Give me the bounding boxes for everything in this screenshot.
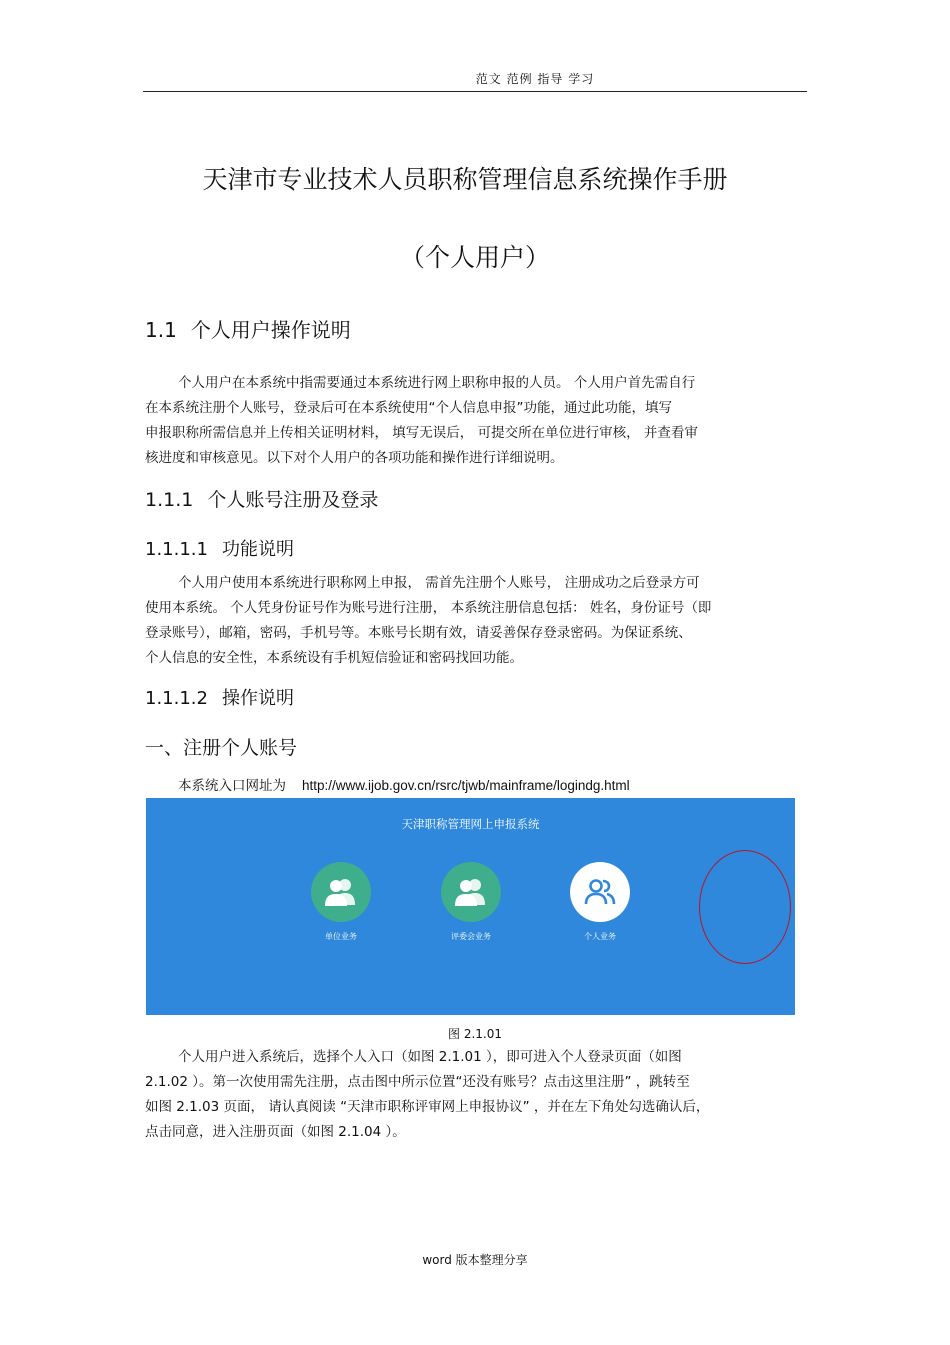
paragraph-line: 在本系统注册个人账号，登录后可在本系统使用“个人信息申报”功能，通过此功能，填写 (145, 400, 672, 416)
paragraph-line: 个人信息的安全性，本系统设有手机短信验证和密码找回功能。 (145, 650, 523, 666)
committee-business-label: 评委会业务 (451, 932, 491, 941)
committee-business-button[interactable] (441, 862, 501, 922)
section-title: 操作说明 (221, 688, 294, 709)
section-title: 个人账号注册及登录 (207, 489, 379, 511)
paragraph-line: 2.1.02 ）。第一次使用需先注册，点击图中所示位置“还没有账号？点击这里注册” ，跳转至 (145, 1074, 690, 1090)
paragraph-line: 登录账号），邮箱，密码，手机号等。本账号长期有效，请妥善保存登录密码。为保证系统、 (145, 625, 692, 641)
paragraph-line: 核进度和审核意见。以下对个人用户的各项功能和操作进行详细说明。 (145, 450, 564, 466)
section-1-1-1-heading (145, 485, 378, 512)
paragraph-line: 个人用户使用本系统进行职称网上申报， 需首先注册个人账号， 注册成功之后登录方可 (178, 575, 700, 591)
page-header: 范文 范例 指导 学习 (475, 72, 595, 86)
unit-business-button[interactable] (311, 862, 371, 922)
users-outline-icon (582, 874, 618, 910)
section-1-1-heading (145, 314, 351, 343)
page-footer: word 版本整理分享 (422, 1253, 528, 1267)
entry-url-line (178, 774, 630, 794)
personal-business-button[interactable] (570, 862, 630, 922)
unit-business-label: 单位业务 (325, 932, 357, 941)
section-title: 个人用户操作说明 (190, 318, 351, 342)
section-number: 1.1.1.2 (145, 688, 208, 709)
paragraph-line: 个人用户在本系统中指需要通过本系统进行网上职称申报的人员。 个人用户首先需自行 (178, 375, 696, 391)
body-paragraph (145, 1045, 805, 1145)
register-heading: 一、注册个人账号 (145, 737, 298, 759)
entry-label: 本系统入口网址为 (178, 778, 286, 794)
paragraph-line: 如图 2.1.03 页面， 请认真阅读 “天津市职称评审网上申报协议” ，并在左下角处勾选确认后， (145, 1099, 710, 1115)
screenshot-title: 天津职称管理网上申报系统 (401, 817, 540, 831)
section-number: 1.1.1.1 (145, 539, 208, 560)
document-title: 天津市专业技术人员职称管理信息系统操作手册 (202, 165, 728, 194)
paragraph-line: 个人用户进入系统后，选择个人入口（如图 2.1.01 ），即可进入个人登录页面（如图 (178, 1049, 682, 1065)
paragraph-line: 点击同意，进入注册页面（如图 2.1.04 ）。 (145, 1124, 406, 1140)
section-title: 功能说明 (221, 539, 294, 560)
intro-paragraph (145, 371, 805, 471)
paragraph-line: 申报职称所需信息并上传相关证明材料， 填写无误后， 可提交所在单位进行审核， 并查看审 (145, 425, 698, 441)
section-number: 1.1.1 (145, 489, 194, 511)
section-1-1-1-2-heading (145, 684, 294, 710)
users-icon (453, 874, 489, 910)
highlight-ring (699, 850, 791, 964)
section-number: 1.1 (145, 318, 177, 342)
entry-url-link[interactable]: http://www.ijob.gov.cn/rsrc/tjwb/mainframe/logindg.html (302, 778, 630, 793)
section-1-1-1-1-heading (145, 535, 294, 561)
paragraph-line: 使用本系统。 个人凭身份证号作为账号进行注册， 本系统注册信息包括： 姓名，身份证号（即 (145, 600, 712, 616)
login-screenshot (146, 798, 795, 1015)
personal-business-label: 个人业务 (584, 932, 616, 941)
figure-caption: 图 2.1.01 (448, 1027, 502, 1041)
header-rule (143, 91, 807, 92)
users-icon (323, 874, 359, 910)
function-paragraph (145, 571, 805, 671)
document-subtitle: （个人用户） (399, 243, 550, 272)
